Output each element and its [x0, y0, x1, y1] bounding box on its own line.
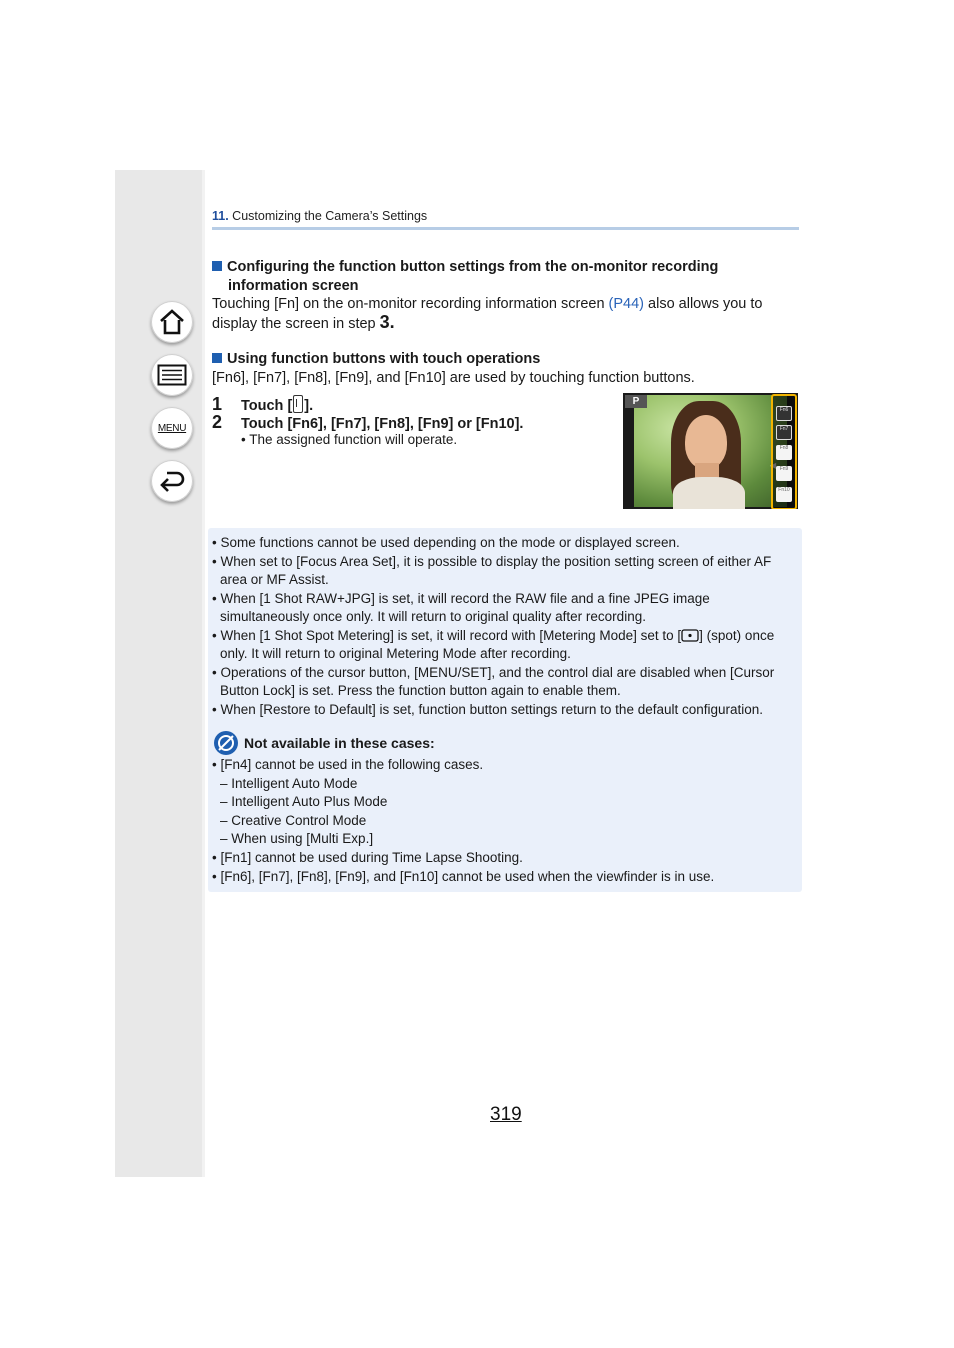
na-line: – Intelligent Auto Plus Mode — [220, 794, 388, 809]
na-line: – Intelligent Auto Mode — [220, 776, 358, 791]
spot-metering-icon — [681, 629, 699, 642]
contents-button[interactable] — [151, 354, 193, 396]
section1-body-line2: display the screen in step — [212, 316, 380, 332]
section2-body: [Fn6], [Fn7], [Fn8], [Fn9], and [Fn10] are used by touching function buttons. — [212, 370, 695, 386]
sidebar-edge — [202, 170, 205, 1177]
fn-button-panel — [771, 394, 797, 509]
step-2 — [212, 412, 523, 433]
mode-badge: P — [625, 395, 647, 408]
section1-body — [212, 295, 802, 333]
section2-heading — [212, 350, 540, 369]
menu-button[interactable] — [151, 407, 193, 449]
note-line: • When set to [Focus Area Set], it is possible to display the position setting screen of either AF — [212, 554, 772, 569]
na-line: • [Fn1] cannot be used during Time Lapse Shooting. — [212, 850, 523, 865]
note-line: • When [Restore to Default] is set, function button settings return to the default configuration. — [212, 702, 764, 717]
not-available-icon — [213, 730, 239, 756]
chapter-rule — [212, 227, 799, 230]
step-1-number: 1 — [212, 394, 223, 414]
not-available-heading: Not available in these cases: — [244, 735, 435, 751]
note-line-spot-start: • When [1 Shot Spot Metering] is set, it will record with [Metering Mode] set to [ — [212, 628, 682, 643]
note-line-spot — [212, 627, 774, 645]
step-1-text-end: ]. — [304, 398, 314, 414]
section1-heading — [212, 258, 718, 296]
p44-link[interactable]: (P44) — [608, 296, 645, 312]
list-icon — [157, 364, 187, 386]
chapter-number: 11. — [212, 209, 229, 223]
step-2-number: 2 — [212, 412, 223, 432]
note-line: Button Lock] is set. Press the function button again to enable them. — [220, 683, 621, 698]
fn8-button[interactable]: Fn8 — [776, 445, 792, 460]
step-2-note: • The assigned function will operate. — [241, 432, 458, 447]
chapter-title: Customizing the Camera’s Settings — [232, 209, 428, 223]
section1-heading-line2: information screen — [228, 278, 359, 294]
monitor-screen-image — [623, 393, 798, 509]
fn7-button[interactable]: Fn7 — [776, 425, 792, 440]
step-1-text: Touch [ — [241, 398, 293, 414]
section2-heading-text: Using function buttons with touch operations — [227, 351, 541, 367]
home-button[interactable] — [151, 301, 193, 343]
na-line: – Creative Control Mode — [220, 813, 367, 828]
section1-body-text: Touching [Fn] on the on-monitor recording information screen — [212, 296, 609, 312]
na-line: • [Fn4] cannot be used in the following cases. — [212, 757, 484, 772]
na-line: • [Fn6], [Fn7], [Fn8], [Fn9], and [Fn10] cannot be used when the viewfinder is in use. — [212, 869, 715, 884]
note-line: • When [1 Shot RAW+JPG] is set, it will record the RAW file and a fine JPEG image — [212, 591, 710, 606]
na-line: – When using [Multi Exp.] — [220, 831, 374, 846]
square-bullet-icon — [212, 353, 222, 363]
fn9-button[interactable]: Fn9 — [776, 466, 792, 481]
back-arrow-icon — [158, 468, 186, 494]
fn6-button[interactable]: Fn6 — [776, 406, 792, 421]
note-line: area or MF Assist. — [220, 572, 329, 587]
home-icon — [158, 308, 186, 336]
fn-tab-icon — [293, 395, 303, 413]
photo-face — [685, 415, 727, 469]
sidebar — [115, 170, 205, 1177]
section1-heading-line1: Configuring the function button settings from the on-monitor recording — [227, 259, 719, 275]
back-button[interactable] — [151, 460, 193, 502]
note-line: simultaneously once only. It will return to original quality after recording. — [220, 609, 646, 624]
note-line: • Operations of the cursor button, [MENU/SET], and the control dial are disabled when [Cursor — [212, 665, 775, 680]
page-number: 319 — [490, 1104, 522, 1125]
fn10-button[interactable]: Fn10 — [776, 487, 792, 502]
note-line: • Some functions cannot be used depending on the mode or displayed screen. — [212, 535, 680, 550]
step-2-text: Touch [Fn6], [Fn7], [Fn8], [Fn9] or [Fn10]. — [241, 416, 524, 432]
section1-body-text2: also allows you to — [644, 296, 763, 312]
note-line-spot-end: ] (spot) once — [699, 628, 775, 643]
chapter-header — [212, 209, 427, 223]
photo-body — [673, 477, 745, 509]
menu-icon: MENU — [157, 422, 187, 434]
step-reference: 3. — [379, 312, 395, 332]
square-bullet-icon — [212, 261, 222, 271]
note-line: only. It will return to original Metering Mode after recording. — [220, 646, 571, 661]
